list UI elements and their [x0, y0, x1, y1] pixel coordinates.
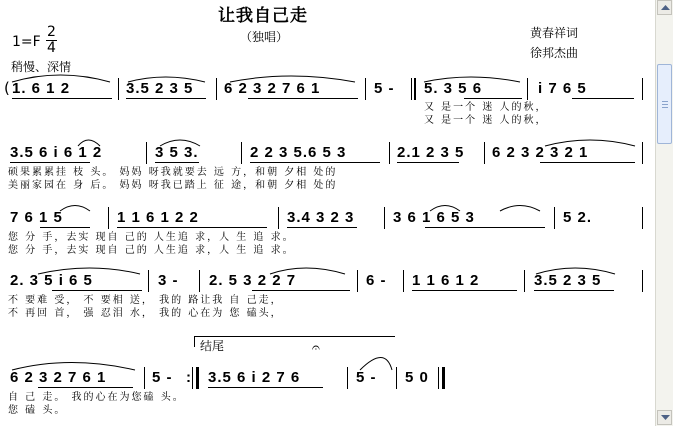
opening-bracket: (	[4, 79, 10, 97]
lyrics-verse-2: 又 是一个 迷 人的秋，	[424, 115, 548, 126]
repeat-dots: :	[186, 369, 192, 386]
key-signature: 1=F	[12, 34, 41, 50]
slur	[60, 206, 90, 212]
measure-11: 6 2 3 2 3 2 1	[492, 144, 589, 161]
measure-5: 5. 3 5 6	[424, 80, 483, 97]
measure-19: 2. 5 3 2 2 7	[209, 272, 297, 289]
lyrics-verse-1: 您 分 手，去实 现自 己的 人生追 求，人 生 追 求。	[8, 232, 295, 243]
slur	[536, 268, 615, 274]
song-subtitle: （独唱）	[240, 30, 289, 44]
scroll-down-button[interactable]	[657, 410, 672, 425]
measure-4: 5 -	[374, 80, 395, 97]
fermata-icon: 𝄐	[312, 340, 320, 356]
measure-3: 6 2 3 2 7 6 1	[224, 80, 321, 97]
slur	[12, 75, 110, 82]
measure-24: 5 -	[152, 369, 173, 386]
measure-9: 2 2 3 5.6 5 3	[250, 144, 347, 161]
measure-20: 6 -	[366, 272, 387, 289]
scrollbar-thumb[interactable]	[657, 64, 672, 144]
measure-1: 1. 6 1 2	[12, 80, 71, 97]
composer-credit: 徐邦杰曲	[530, 46, 579, 60]
measure-18: 3 -	[158, 272, 179, 289]
measure-6: i 7 6 5	[538, 80, 587, 97]
slur	[424, 77, 520, 82]
measure-7: 3.5 6 i 6 1 2	[10, 144, 103, 161]
lyrics-verse-1: 又 是一个 迷 人的秋，	[424, 102, 548, 113]
measure-10: 2.1 2 3 5	[397, 144, 465, 161]
grip-line	[662, 104, 668, 105]
lyrics-verse-2: 您 磕 头。	[8, 405, 67, 416]
tempo-marking: 稍慢、深情	[11, 60, 72, 74]
slur	[78, 140, 100, 146]
slur	[430, 206, 460, 212]
lyrics-verse-2: 您 分 手，去实 现自 己的 人生追 求，人 生 追 求。	[8, 245, 295, 256]
scroll-up-button[interactable]	[657, 0, 672, 15]
slur	[500, 206, 540, 212]
grip-line	[662, 107, 668, 108]
song-title: 让我自己走	[218, 6, 308, 26]
slur	[360, 358, 392, 371]
slur	[128, 77, 205, 82]
time-signature-top: 2	[47, 24, 56, 40]
chevron-up-icon	[661, 5, 670, 11]
measure-16: 5 2.	[563, 209, 593, 226]
measure-13: 1 1 6 1 2 2	[117, 209, 199, 226]
lyrics-verse-2: 美丽家园在 身 后。 妈妈 呀我已踏上 征 途，和朝 夕相 处的	[8, 180, 338, 191]
measure-8: 3 5 3.	[155, 144, 199, 161]
slur	[12, 363, 135, 371]
measure-12: 7 6 1 5	[10, 209, 63, 226]
slur	[38, 268, 140, 274]
time-signature-bottom: 4	[47, 40, 56, 56]
measure-15: 3 6 1 6 5 3	[393, 209, 475, 226]
lyrics-verse-1: 自 己 走。 我的心在为您磕 头。	[8, 392, 185, 403]
lyrics-verse-1: 硕果累累挂 枝 头。 妈妈 呀我就要去 远 方，和朝 夕相 处的	[8, 167, 338, 178]
slur	[545, 140, 635, 146]
measure-22: 3.5 2 3 5	[534, 272, 602, 289]
chevron-down-icon	[661, 415, 670, 421]
measure-17: 2. 3 5 i 6 5	[10, 272, 93, 289]
ending-label: 结尾	[200, 339, 225, 353]
lyrics-verse-2: 不 再回 首， 强 忍泪 水， 我的 心在为 您 磕头，	[8, 308, 283, 319]
measure-23: 6 2 3 2 7 6 1	[10, 369, 107, 386]
slur	[230, 76, 355, 82]
measure-21: 1 1 6 1 2	[412, 272, 480, 289]
grip-line	[662, 101, 668, 102]
slur	[160, 140, 200, 146]
measure-25: 3.5 6 i 2 7 6	[208, 369, 301, 386]
lyricist-credit: 黄春祥词	[530, 26, 579, 40]
slur	[270, 268, 345, 274]
measure-2: 3.5 2 3 5	[126, 80, 194, 97]
measure-26: 5 -	[356, 369, 377, 386]
measure-14: 3.4 3 2 3	[287, 209, 355, 226]
measure-27: 5 0	[405, 369, 429, 386]
vertical-scrollbar[interactable]	[655, 0, 673, 426]
lyrics-verse-1: 不 要难 受， 不 要相 送， 我的 路让我 自 己走，	[8, 295, 283, 306]
